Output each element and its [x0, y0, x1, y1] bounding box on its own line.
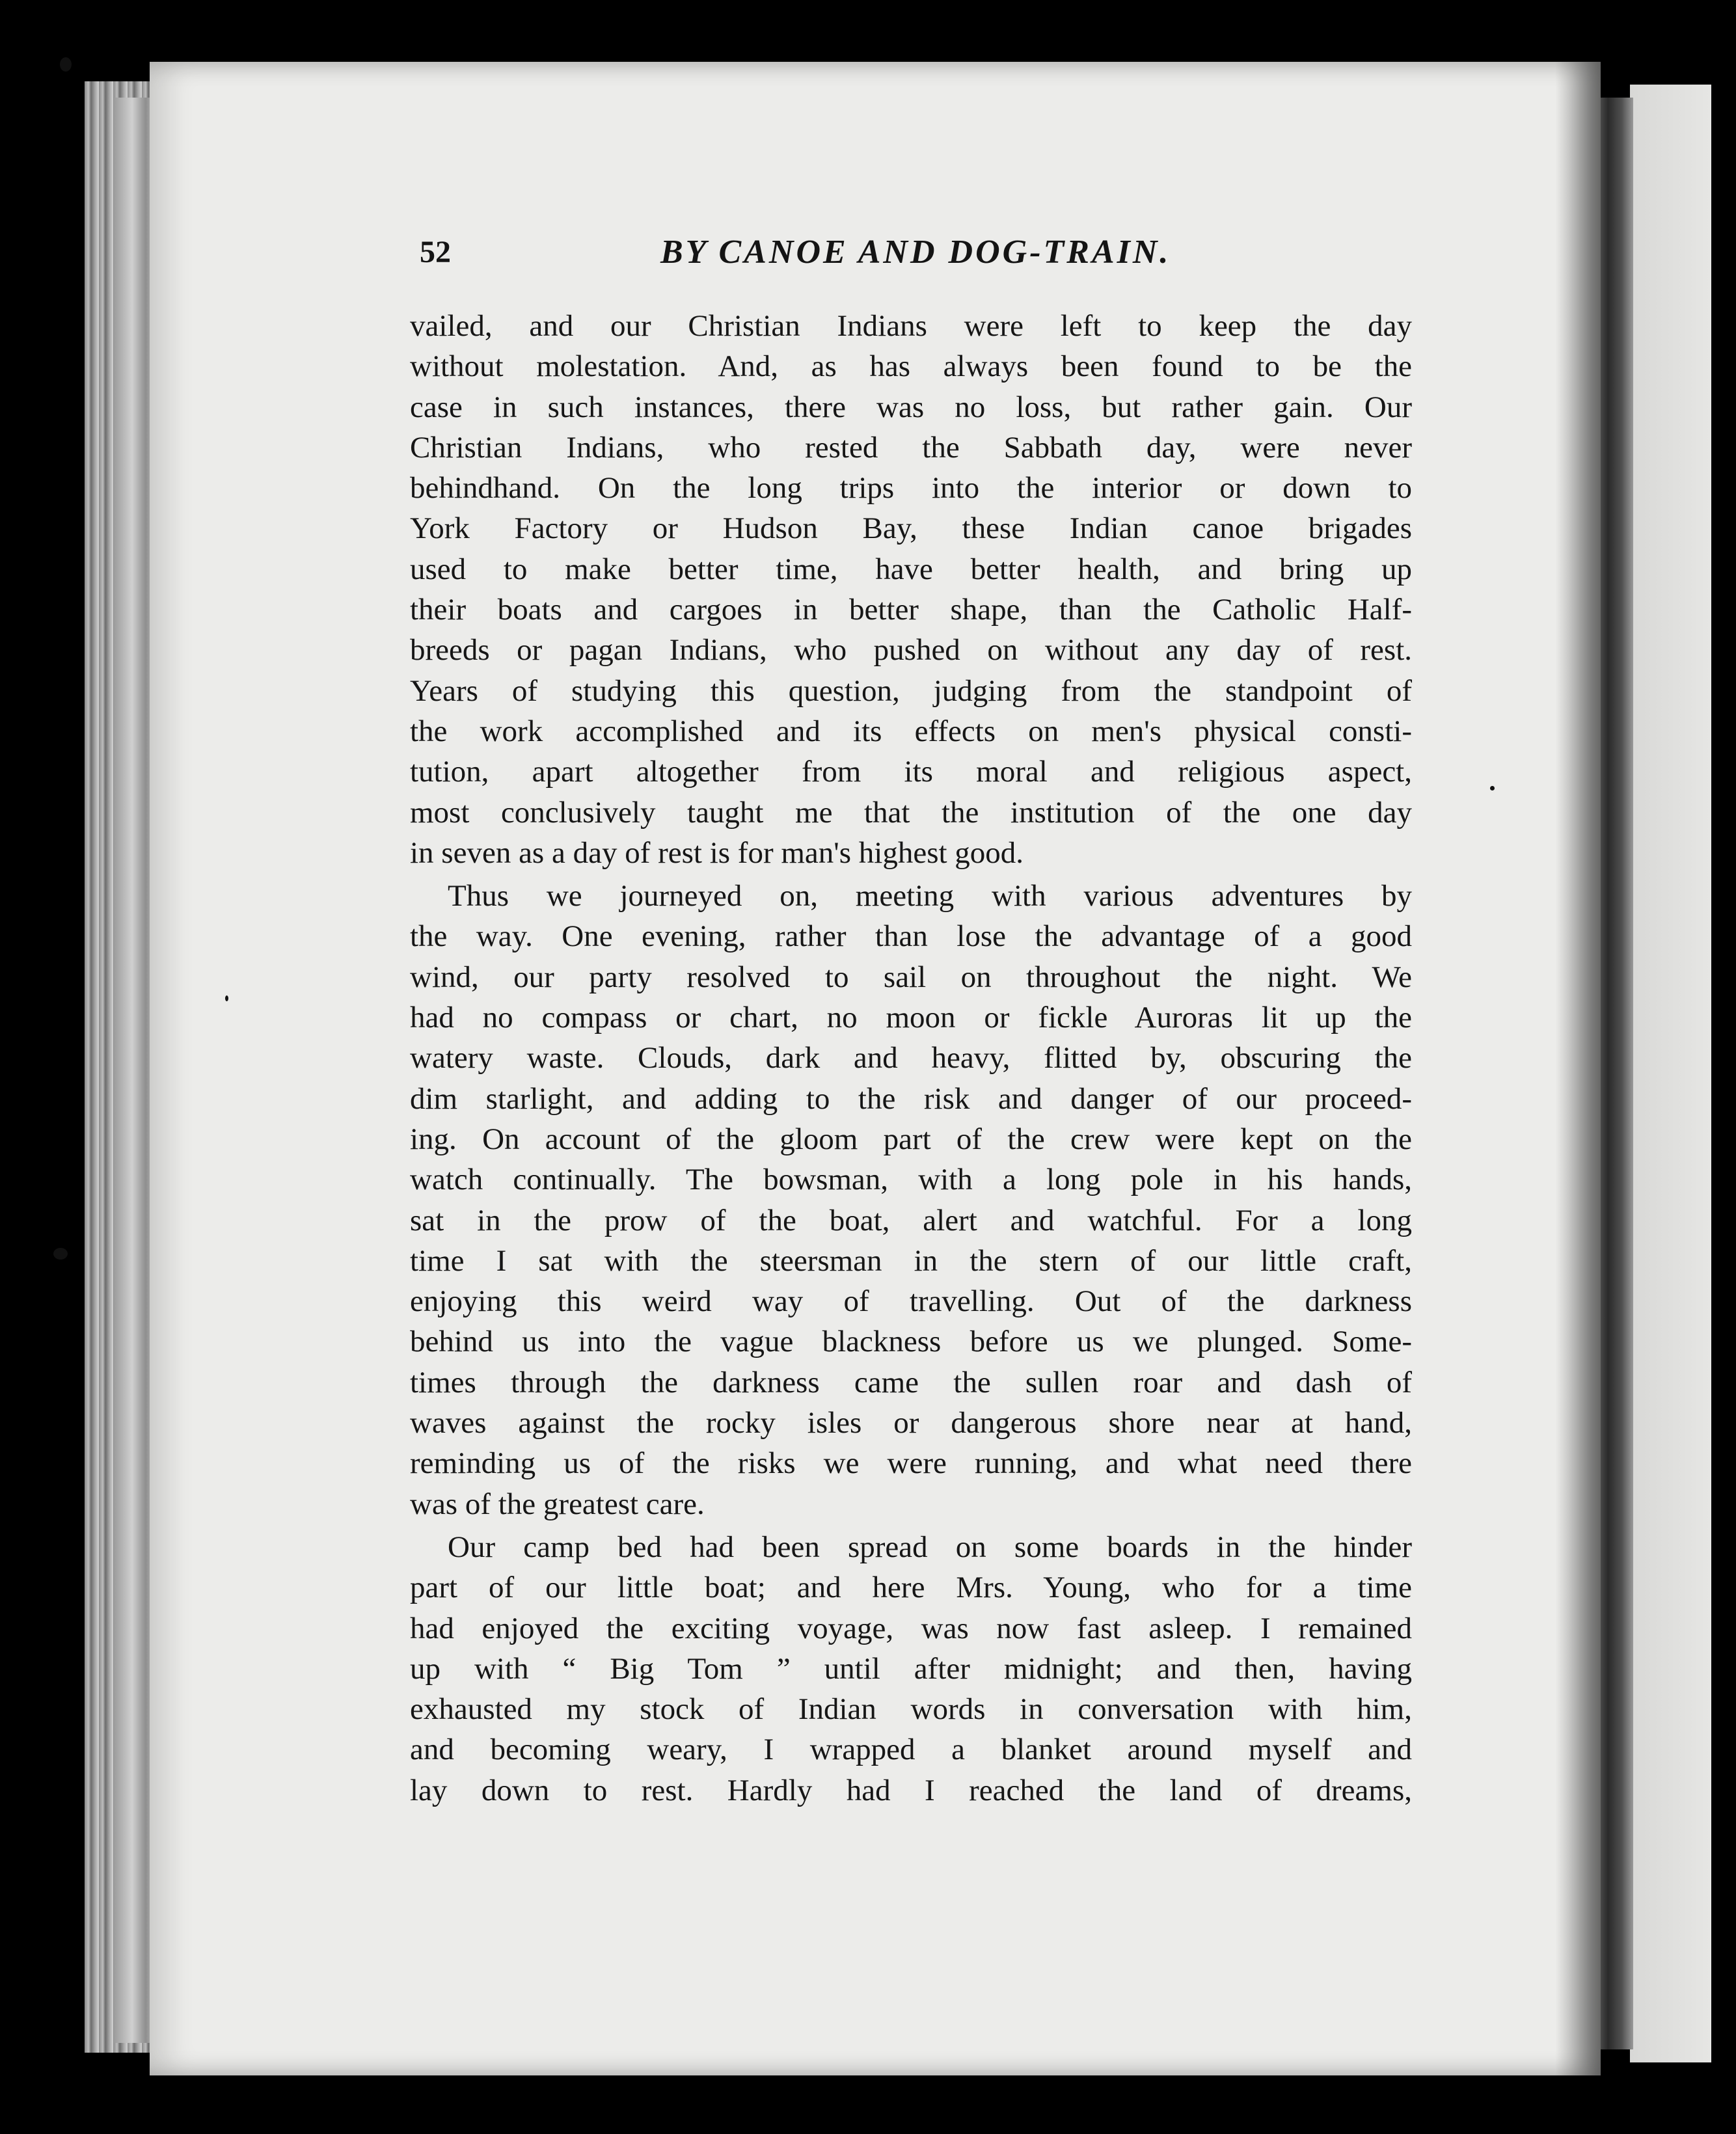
text-line: the work accomplished and its effects on men's physical consti- [410, 714, 1412, 748]
dust-speck [225, 995, 228, 1001]
paragraph [410, 876, 1412, 1524]
text-line: used to make better time, have better health, and bring up [410, 552, 1412, 586]
text-line: the way. One evening, rather than lose the advantage of a good [410, 919, 1412, 954]
text-line: Our camp bed had been spread on some boards in the hinder [448, 1530, 1412, 1564]
running-head [416, 234, 1412, 280]
next-page-sliver [1630, 85, 1711, 2062]
text-line: watery waste. Clouds, dark and heavy, flitted by, obscuring the [410, 1041, 1412, 1075]
text-line: reminding us of the risks we were running, and what need there [410, 1446, 1412, 1481]
text-line: time I sat with the steersman in the stern of our little craft, [410, 1243, 1412, 1278]
text-line: Thus we journeyed on, meeting with various adventures by [448, 879, 1412, 913]
text-line: their boats and cargoes in better shape, than the Catholic Half- [410, 593, 1412, 627]
text-line: wind, our party resolved to sail on throughout the night. We [410, 960, 1412, 994]
text-line: York Factory or Hudson Bay, these Indian canoe brigades [410, 511, 1412, 546]
body-text [410, 306, 1412, 1811]
text-line: dim starlight, and adding to the risk and danger of our proceed- [410, 1081, 1412, 1116]
text-line: vailed, and our Christian Indians were left to keep the day [410, 309, 1412, 343]
text-line: breeds or pagan Indians, who pushed on without any day of rest. [410, 633, 1412, 668]
text-line: tution, apart altogether from its moral and religious aspect, [410, 755, 1412, 789]
text-line: lay down to rest. Hardly had I reached the land of dreams, [410, 1773, 1412, 1807]
text-line: up with “ Big Tom ” until after midnight; and then, having [410, 1651, 1412, 1686]
text-line: ing. On account of the gloom part of the crew were kept on the [410, 1122, 1412, 1156]
text-line: without molestation. And, as has always been found to be the [410, 349, 1412, 384]
text-line: most conclusively taught me that the institution of the one day [410, 795, 1412, 830]
text-line: exhausted my stock of Indian words in conversation with him, [410, 1692, 1412, 1727]
text-line: enjoying this weird way of travelling. Out of the darkness [410, 1284, 1412, 1319]
text-line: was of the greatest care. [410, 1487, 705, 1521]
text-line: Christian Indians, who rested the Sabbath day, were never [410, 430, 1412, 465]
dust-speck [53, 1248, 68, 1260]
text-line: in seven as a day of rest is for man's highest good. [410, 835, 1024, 870]
text-line: times through the darkness came the sullen roar and dash of [410, 1365, 1412, 1399]
dust-speck [1490, 786, 1495, 790]
text-line: waves against the rocky isles or dangerous shore near at hand, [410, 1406, 1412, 1440]
text-line: sat in the prow of the boat, alert and watchful. For a long [410, 1203, 1412, 1237]
text-line: behind us into the vague blackness before us we plunged. Some- [410, 1325, 1412, 1359]
text-line: had no compass or chart, no moon or fickle Auroras lit up the [410, 1001, 1412, 1035]
text-line: part of our little boat; and here Mrs. Young, who for a time [410, 1571, 1412, 1605]
text-line: behindhand. On the long trips into the interior or down to [410, 471, 1412, 506]
paragraph [410, 306, 1412, 873]
text-line: watch continually. The bowsman, with a long pole in his hands, [410, 1163, 1412, 1197]
paragraph [410, 1527, 1412, 1811]
dust-speck [60, 57, 72, 72]
page-number: 52 [420, 235, 451, 269]
book-title: BY CANOE AND DOG-TRAIN. [660, 234, 1171, 271]
text-line: case in such instances, there was no loss, but rather gain. Our [410, 390, 1412, 424]
text-line: Years of studying this question, judging from the standpoint of [410, 673, 1412, 708]
text-line: and becoming weary, I wrapped a blanket around myself and [410, 1733, 1412, 1767]
text-line: had enjoyed the exciting voyage, was now fast asleep. I remained [410, 1611, 1412, 1645]
